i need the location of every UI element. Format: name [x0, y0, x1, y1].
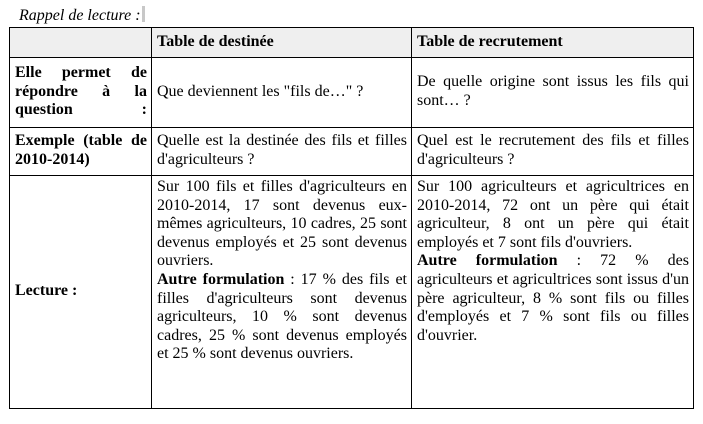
row-label: Elle permet de répondre à la question :: [10, 58, 152, 128]
comparison-table: [9, 27, 694, 409]
header-empty-cell: [10, 28, 152, 58]
caption: [19, 6, 145, 26]
row-label: Exemple (table de 2010-2014): [10, 128, 152, 176]
row-destinee: Que deviennent les "fils de…" ?: [152, 58, 412, 128]
alt-formulation-destinee: : 17 % des fils et filles d'agriculteurs sont devenus agriculteurs, 10 % sont devenus cadres, 25 % sont devenus employés et 25 % sont devenus ouvriers.: [157, 270, 408, 363]
row-destinee: [152, 176, 412, 409]
row-label: Lecture :: [10, 176, 152, 409]
table-row: [10, 176, 694, 409]
header-destinee: Table de destinée: [152, 28, 412, 58]
row-recrutement: Quel est le recrutement des fils et filles d'agriculteurs ?: [412, 128, 694, 176]
header-recrutement: Table de recrutement: [412, 28, 694, 58]
alt-formulation-label: Autre formulation: [417, 252, 558, 270]
row-recrutement: De quelle origine sont issus les fils qui sont… ?: [412, 58, 694, 128]
cursor-mark: [142, 6, 145, 22]
table-header-row: [10, 28, 694, 58]
alt-formulation-label: Autre formulation: [157, 270, 285, 288]
row-destinee: Quelle est la destinée des fils et filles d'agriculteurs ?: [152, 128, 412, 176]
caption-text: Rappel de lecture :: [19, 7, 141, 24]
alt-formulation-recrutement: : 72 % des agriculteurs et agricultrices sont issus d'un père agriculteur, 8 % sont fils ou filles d'employés et 7 % sont fils ou filles d'ouvrier.: [417, 252, 690, 344]
lecture-destinee-text: Sur 100 fils et filles d'agriculteurs en 2010-2014, 17 sont devenus eux-mêmes agriculteurs, 10 cadres, 25 sont devenus employés et 25 sont devenus ouvriers.: [157, 178, 407, 270]
table-row: [10, 128, 694, 176]
row-recrutement: [412, 176, 694, 409]
table-row: [10, 58, 694, 128]
lecture-recrutement-text: Sur 100 agriculteurs et agricultrices en 2010-2014, 72 ont un père qui était agriculteur, 8 ont un père qui était employés et 7 sont fils d'ouvriers.: [417, 178, 689, 251]
